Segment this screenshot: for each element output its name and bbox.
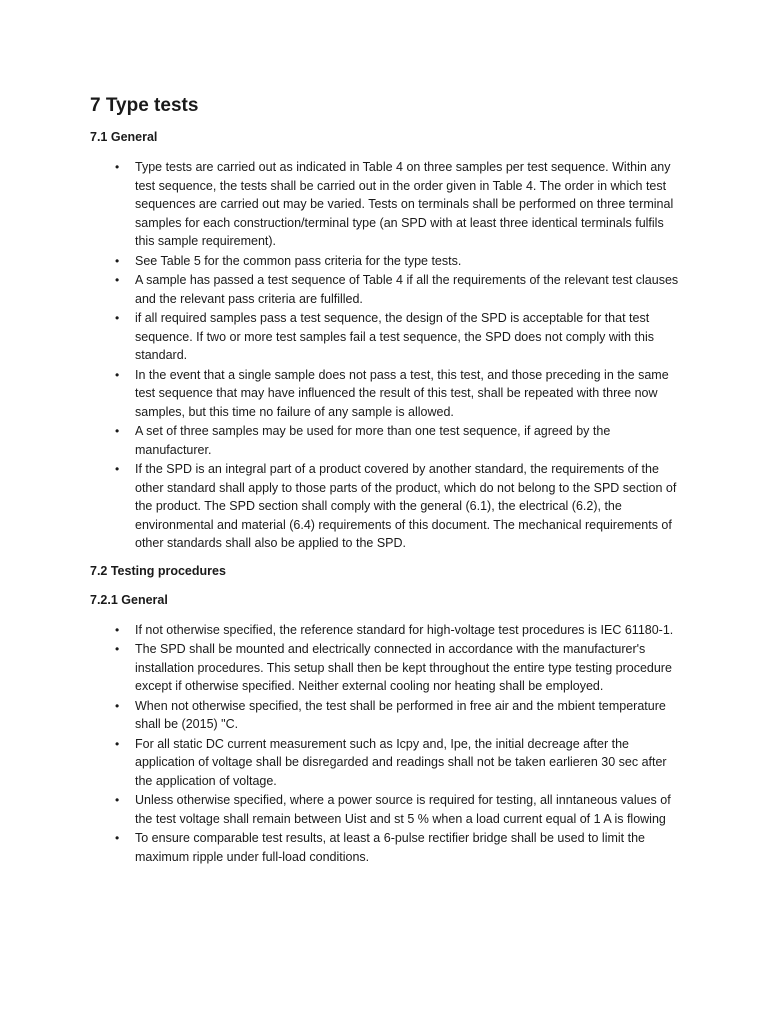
list-item-text: In the event that a single sample does not pass a test, this test, and those preceding in the same test sequence that may have influenced the result of this test, shall be repeated with three now samples, but this time no failure of any sample is allowed. (135, 367, 669, 419)
bullet-icon: • (115, 736, 120, 751)
list-item-text: When not otherwise specified, the test shall be performed in free air and the mbient temperature shall be (2015) "C. (135, 698, 666, 731)
list-item (90, 366, 680, 422)
bullet-icon: • (115, 273, 120, 287)
list-item-text: To ensure comparable test results, at least a 6-pulse rectifier bridge shall be used to limit the maximum ripple under full-load conditions. (135, 831, 645, 864)
list-item (90, 309, 680, 365)
list-item-text: A sample has passed a test sequence of Table 4 if all the requirements of the relevant test clauses and the relevant pass criteria are fulfilled. (135, 273, 679, 306)
list-item-text: Type tests are carried out as indicated in Table 4 on three samples per test sequence. Within any test sequence, the tests shall be carried out in the order given in Table 4. The order in which test sequences are carried out may be varied. Tests on terminals shall be performed on three terminal samples for each construction/terminal type (an SPD with at least three identical terminals fulfils this sample requirement). (135, 160, 674, 248)
subsection-title-general: 7.2.1 General (90, 592, 168, 607)
bullet-list-testing-procedures (90, 621, 680, 867)
list-item (90, 791, 680, 828)
bullet-icon: • (115, 642, 120, 656)
list-item (90, 829, 680, 866)
section-testing-procedures (90, 563, 680, 867)
bullet-icon: • (115, 793, 120, 807)
list-item-text: If the SPD is an integral part of a product covered by another standard, the requirements of the other standard shall apply to those parts of the product, which do not belong to the SPD section of the product. The SPD section shall comply with the general (6.1), the electrical (6.2), the environmental and material (6.4) requirements of this document. The mechanical requirements of other standards shall also be applied to the SPD. (135, 462, 677, 550)
bullet-icon: • (115, 311, 120, 325)
bullet-icon: • (115, 622, 120, 637)
list-item-text: See Table 5 for the common pass criteria for the type tests. (135, 253, 462, 268)
list-item (90, 460, 680, 553)
list-item (90, 697, 680, 734)
list-item-text: For all static DC current measurement such as Icpy and, Ipe, the initial decreage after the application of voltage shall be disregarded and readings shall not be taken earlieren 30 sec after the application of voltage. (135, 736, 667, 788)
section-general (90, 129, 680, 553)
document-content (90, 94, 680, 876)
bullet-icon: • (115, 253, 120, 268)
list-item (90, 271, 680, 308)
bullet-icon: • (115, 160, 120, 174)
bullet-icon: • (115, 831, 120, 845)
list-item-text: Unless otherwise specified, where a power source is required for testing, all inntaneous values of the test voltage shall remain between Uist and st 5 % when a load current equal of 1 A is flowing (135, 793, 671, 826)
bullet-list-general (90, 158, 680, 553)
section-title-general: 7.1 General (90, 130, 158, 144)
list-item (90, 621, 680, 640)
list-item-text: A set of three samples may be used for more than one test sequence, if agreed by the manufacturer. (135, 424, 611, 457)
page-title: 7 Type tests (90, 95, 199, 116)
bullet-icon: • (115, 367, 120, 382)
list-item-text: if all required samples pass a test sequence, the design of the SPD is acceptable for that test sequence. If two or more test samples fail a test sequence, the SPD does not comply with this standard. (135, 311, 655, 362)
list-item (90, 735, 680, 791)
list-item-text: If not otherwise specified, the reference standard for high-voltage test procedures is IEC 61180-1. (135, 622, 674, 637)
list-item (90, 640, 680, 696)
list-item (90, 252, 680, 271)
bullet-icon: • (115, 462, 120, 476)
bullet-icon: • (115, 698, 120, 713)
list-item (90, 422, 680, 459)
list-item (90, 158, 680, 251)
section-title-testing-procedures: 7.2 Testing procedures (90, 563, 226, 578)
list-item-text: The SPD shall be mounted and electrically connected in accordance with the manufacturer's installation procedures. This setup shall then be kept throughout the entire type testing procedure except if otherwise specified. Neither external cooling nor heating shall be employed. (135, 642, 672, 693)
bullet-icon: • (115, 424, 120, 438)
